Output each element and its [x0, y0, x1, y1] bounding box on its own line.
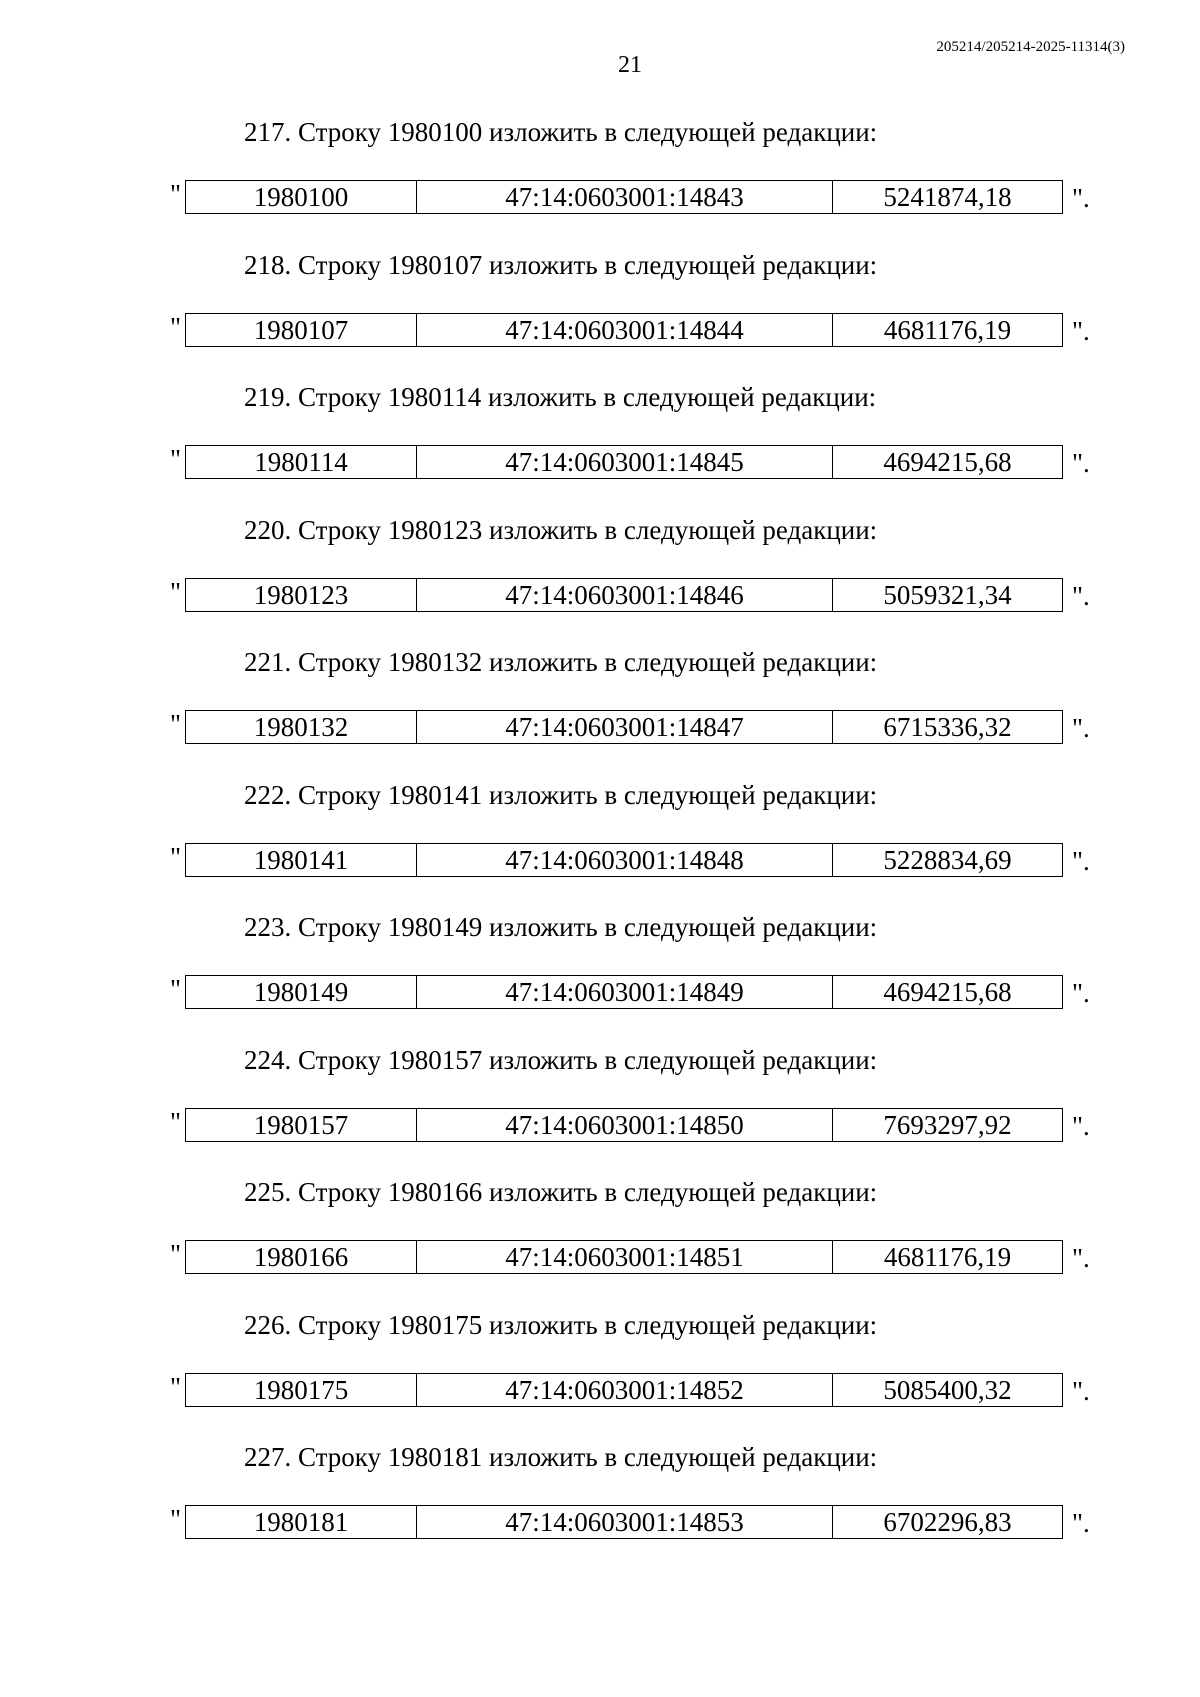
amendment-item — [0, 773, 1200, 906]
amendment-instruction: 220. Строку 1980123 изложить в следующей редакции: — [244, 514, 878, 545]
amendment-item — [0, 905, 1200, 1038]
amendment-instruction: 217. Строку 1980100 изложить в следующей редакции: — [244, 117, 878, 147]
amendment-item — [0, 508, 1200, 641]
cadastral-value: 4681176,19 — [833, 1241, 1063, 1274]
amendment-instruction: 227. Строку 1980181 изложить в следующей редакции: — [244, 1442, 878, 1472]
opening-quote: " — [170, 1371, 182, 1402]
amendment-row — [0, 1240, 1200, 1274]
cadastral-number: 47:14:0603001:14847 — [417, 711, 833, 744]
amendment-instruction: 218. Строку 1980107 изложить в следующей редакции: — [244, 249, 878, 280]
cadastral-number: 47:14:0603001:14849 — [417, 976, 833, 1009]
amendment-instruction: 226. Строку 1980175 изложить в следующей редакции: — [244, 1309, 878, 1340]
row-table — [185, 445, 1063, 479]
amendment-row — [0, 445, 1200, 479]
closing-quote: ". — [1072, 448, 1090, 478]
cadastral-value: 7693297,92 — [833, 1108, 1063, 1141]
row-table — [185, 1240, 1063, 1274]
row-code: 1980175 — [186, 1373, 417, 1406]
amendment-row — [0, 710, 1200, 744]
amendment-item — [0, 1435, 1200, 1568]
closing-quote: ". — [1072, 1508, 1090, 1538]
amendment-row — [0, 313, 1200, 347]
row-code: 1980114 — [186, 446, 417, 479]
opening-quote: " — [170, 576, 182, 607]
closing-quote: ". — [1072, 845, 1090, 876]
opening-quote: " — [170, 311, 182, 342]
closing-quote: ". — [1072, 580, 1090, 611]
opening-quote: " — [170, 179, 182, 209]
cadastral-number: 47:14:0603001:14843 — [417, 181, 833, 214]
closing-quote: ". — [1072, 1110, 1090, 1141]
cadastral-value: 5085400,32 — [833, 1373, 1063, 1406]
amendment-row — [0, 1505, 1200, 1539]
row-code: 1980141 — [186, 843, 417, 876]
amendment-row — [0, 578, 1200, 612]
row-table — [185, 975, 1063, 1009]
closing-quote: ". — [1072, 183, 1090, 213]
row-code: 1980100 — [186, 181, 417, 214]
row-code: 1980157 — [186, 1108, 417, 1141]
row-table — [185, 1108, 1063, 1142]
amendment-row — [0, 180, 1200, 214]
row-code: 1980107 — [186, 313, 417, 346]
closing-quote: ". — [1072, 978, 1090, 1008]
amendment-instruction: 219. Строку 1980114 изложить в следующей редакции: — [244, 382, 877, 412]
row-table — [185, 710, 1063, 744]
opening-quote: " — [170, 974, 182, 1004]
cadastral-number: 47:14:0603001:14852 — [417, 1373, 833, 1406]
amendment-instruction: 224. Строку 1980157 изложить в следующей редакции: — [244, 1044, 878, 1075]
cadastral-number: 47:14:0603001:14848 — [417, 843, 833, 876]
amendment-instruction: 221. Строку 1980132 изложить в следующей редакции: — [244, 647, 878, 677]
closing-quote: ". — [1072, 1375, 1090, 1406]
amendment-item — [0, 640, 1200, 773]
opening-quote: " — [170, 1239, 182, 1269]
row-code: 1980123 — [186, 578, 417, 611]
row-code: 1980149 — [186, 976, 417, 1009]
amendment-row — [0, 1108, 1200, 1142]
row-code: 1980132 — [186, 711, 417, 744]
cadastral-number: 47:14:0603001:14851 — [417, 1241, 833, 1274]
row-table — [185, 578, 1063, 612]
amendment-item — [0, 375, 1200, 508]
opening-quote: " — [170, 841, 182, 872]
row-code: 1980166 — [186, 1241, 417, 1274]
amendment-row — [0, 843, 1200, 877]
amendment-row — [0, 975, 1200, 1009]
cadastral-value: 4694215,68 — [833, 446, 1063, 479]
amendment-item — [0, 1303, 1200, 1436]
closing-quote: ". — [1072, 1243, 1090, 1273]
amendment-item — [0, 1170, 1200, 1303]
row-table — [185, 180, 1063, 214]
opening-quote: " — [170, 1106, 182, 1137]
cadastral-value: 5228834,69 — [833, 843, 1063, 876]
cadastral-value: 6702296,83 — [833, 1506, 1063, 1539]
closing-quote: ". — [1072, 315, 1090, 346]
opening-quote: " — [170, 709, 182, 739]
row-table — [185, 313, 1063, 347]
cadastral-number: 47:14:0603001:14844 — [417, 313, 833, 346]
closing-quote: ". — [1072, 713, 1090, 743]
row-code: 1980181 — [186, 1506, 417, 1539]
amendment-item — [0, 110, 1200, 243]
row-table — [185, 1373, 1063, 1407]
cadastral-number: 47:14:0603001:14853 — [417, 1506, 833, 1539]
opening-quote: " — [170, 444, 182, 474]
amendment-instruction: 222. Строку 1980141 изложить в следующей редакции: — [244, 779, 878, 810]
cadastral-value: 6715336,32 — [833, 711, 1063, 744]
amendment-instruction: 223. Строку 1980149 изложить в следующей редакции: — [244, 912, 878, 942]
cadastral-value: 5059321,34 — [833, 578, 1063, 611]
row-table — [185, 843, 1063, 877]
cadastral-value: 5241874,18 — [833, 181, 1063, 214]
amendment-item — [0, 243, 1200, 376]
amendment-item — [0, 1038, 1200, 1171]
amendment-instruction: 225. Строку 1980166 изложить в следующей редакции: — [244, 1177, 878, 1207]
cadastral-number: 47:14:0603001:14850 — [417, 1108, 833, 1141]
cadastral-value: 4694215,68 — [833, 976, 1063, 1009]
amendment-row — [0, 1373, 1200, 1407]
amendment-list — [0, 110, 1200, 1568]
opening-quote: " — [170, 1504, 182, 1534]
document-id: 205214/205214-2025-11314(3) — [936, 39, 1125, 55]
row-table — [185, 1505, 1063, 1539]
page-number: 21 — [618, 52, 642, 78]
cadastral-number: 47:14:0603001:14845 — [417, 446, 833, 479]
cadastral-number: 47:14:0603001:14846 — [417, 578, 833, 611]
cadastral-value: 4681176,19 — [833, 313, 1063, 346]
